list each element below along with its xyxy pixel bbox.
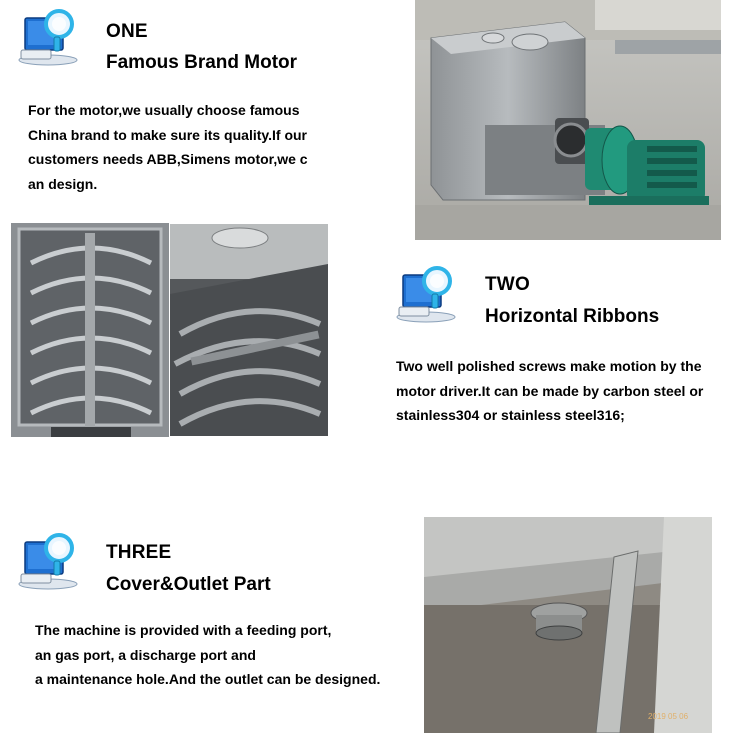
description-line: a maintenance hole.And the outlet can be designed.: [35, 671, 381, 687]
outlet-photo: [424, 517, 712, 733]
section-description: [28, 98, 328, 196]
section-title: Horizontal Ribbons: [485, 306, 660, 327]
photo-timestamp: 2019 05 06: [648, 712, 689, 721]
description-line: stainless304 or stainless steel316;: [396, 407, 625, 423]
section-number: THREE: [106, 542, 172, 563]
description-line: For the motor,we usually choose famous: [28, 102, 300, 118]
description-line: The machine is provided with a feeding port,: [35, 622, 332, 638]
computer-search-icon: [395, 263, 457, 323]
section-description: [396, 354, 746, 428]
description-line: an design.: [28, 175, 98, 192]
description-line: China brand to make sure its quality.If our: [28, 126, 308, 143]
computer-search-icon: [17, 6, 79, 66]
section-title: Famous Brand Motor: [106, 52, 298, 73]
section-title: Cover&Outlet Part: [106, 574, 271, 595]
description-line: motor driver.It can be made by carbon steel or: [396, 382, 704, 399]
section-one: [0, 0, 400, 200]
section-number: ONE: [106, 21, 148, 42]
description-line: customers needs ABB,Simens motor,we c: [28, 151, 308, 167]
section-three: [0, 520, 420, 700]
section-two: [380, 260, 750, 440]
section-number: TWO: [485, 274, 530, 295]
ribbon-photo-right: [170, 224, 328, 436]
computer-search-icon: [17, 530, 79, 590]
ribbon-photo-left: [11, 223, 169, 437]
description-line: Two well polished screws make motion by the: [396, 358, 702, 374]
motor-photo: [415, 0, 721, 240]
description-line: an gas port, a discharge port and: [35, 646, 256, 663]
section-description: [35, 618, 415, 692]
